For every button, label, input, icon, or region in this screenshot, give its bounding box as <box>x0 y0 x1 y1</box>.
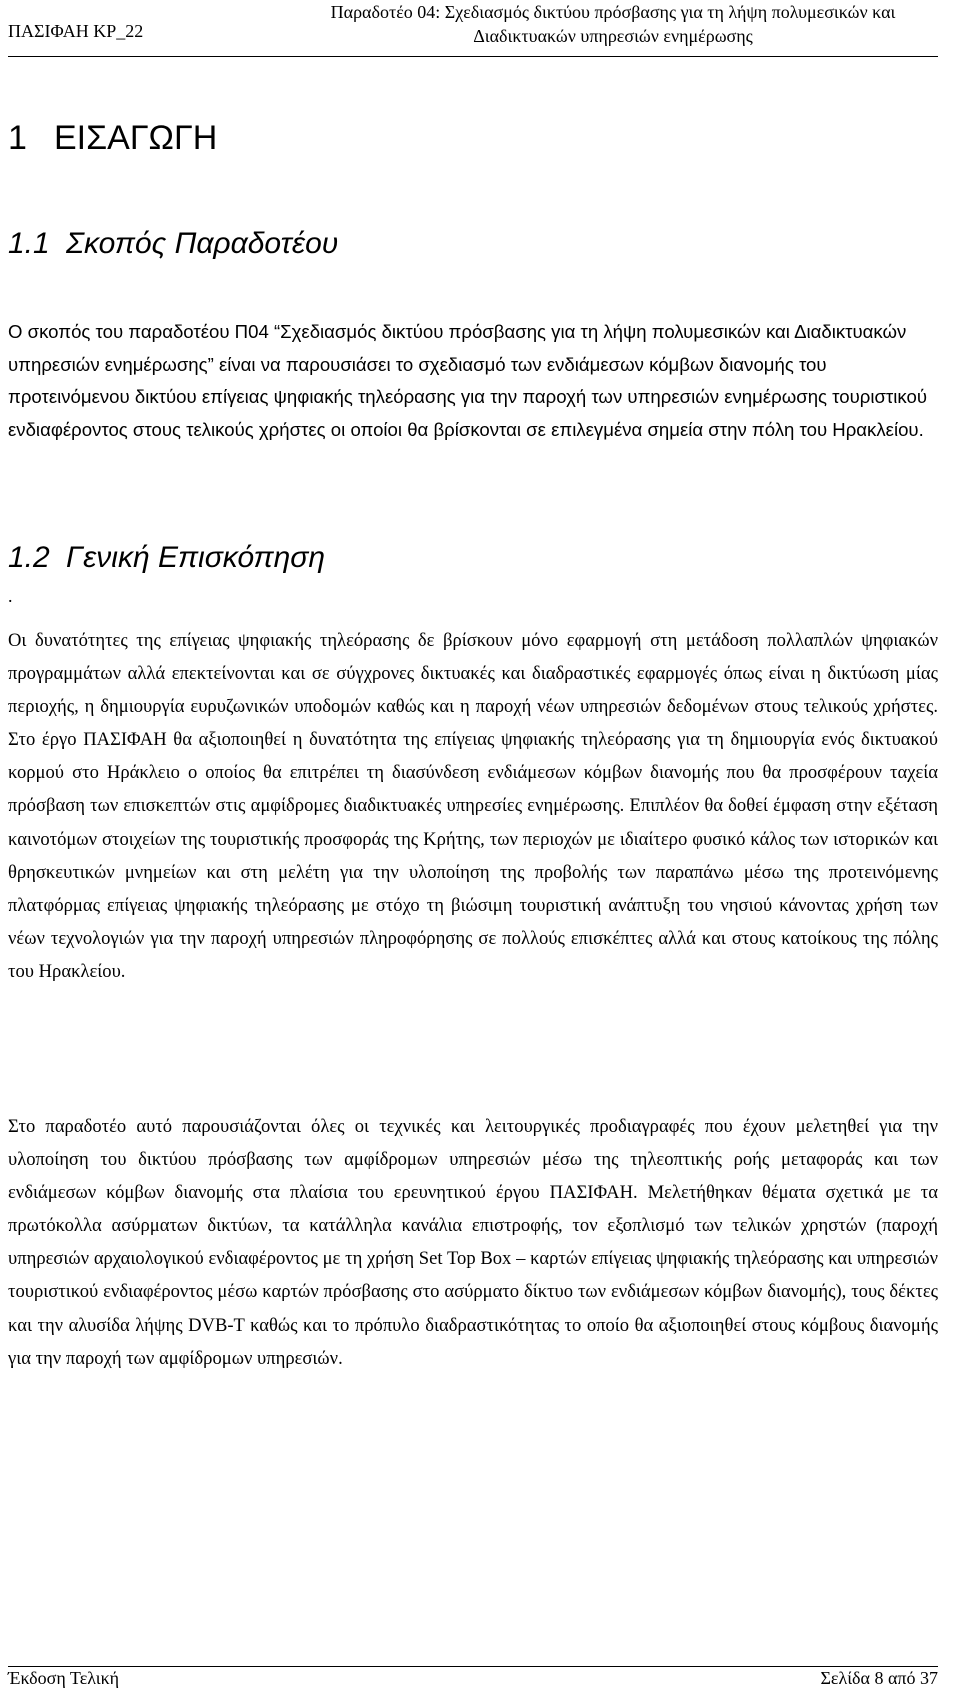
header-divider <box>8 56 938 57</box>
section-title: Σκοπός Παραδοτέου <box>66 227 339 260</box>
stray-period: . <box>8 586 13 606</box>
header-project-code: ΠΑΣΙΦΑΗ ΚΡ_22 <box>8 21 144 41</box>
header-title-line-2: Διαδικτυακών υπηρεσιών ενημέρωσης <box>473 26 753 46</box>
section-heading-1-2 <box>8 540 325 576</box>
section-heading-1-1 <box>8 226 338 262</box>
section-heading-1 <box>8 118 217 158</box>
section-title: ΕΙΣΑΓΩΓΗ <box>54 119 218 157</box>
footer-version: Έκδοση Τελική <box>8 1668 120 1688</box>
paragraph-deliverable-contents: Στο παραδοτέο αυτό παρουσιάζονται όλες οι τεχνικές και λειτουργικές προδιαγραφές που έχουν μελετηθεί για την υλοποίηση του δικτύου πρόσβασης των αμφίδρομων υπηρεσιών μέσω της τηλεοπτικής ροής μεταφοράς και των ενδιάμεσων κόμβων διανομής στα πλαίσια του ερευνητικού έργου ΠΑΣΙΦΑΗ. Μελετήθηκαν θέματα σχετικά με τα πρωτόκολλα ασύρματων δικτύων, τα κατάλληλα κανάλια επιστροφής, τον εξοπλισμό των τελικών χρηστών (παροχή υπηρεσιών αρχαιολογικού ενδιαφέροντος με τη χρήση Set Top Box – καρτών επίγειας ψηφιακής τηλεόρασης και υπηρεσιών τουριστικού ενδιαφέροντος μέσω καρτών πρόσβασης στο ασύρματο δίκτυο των ενδιάμεσων κόμβων διανομής), τους δέκτες και την αλυσίδα λήψης DVB-T καθώς και το πρόπυλο διαδραστικότητας το οποίο θα αξιοποιηθεί στους κόμβους διανομής για την παροχή των αμφίδρομων υπηρεσιών. <box>8 1116 938 1369</box>
section-number: 1.2 <box>8 541 50 574</box>
paragraph-purpose: Ο σκοπός του παραδοτέου Π04 “Σχεδιασμός δικτύου πρόσβασης για τη λήψη πολυμεσικών και Διαδικτυακών υπηρεσιών ενημέρωσης” είναι να παρουσιάσει το σχεδιασμό των ενδιάμεσων κόμβων διανομής του προτεινόμενου δικτύου επίγειας ψηφιακής τηλεόρασης για την παροχή των υπηρεσιών ενημέρωσης τουριστικού ενδιαφέροντος στους τελικούς χρήστες οι οποίοι θα βρίσκονται σε επιλεγμένα σημεία στην πόλη του Ηρακλείου. <box>8 321 927 440</box>
header-title-line-1: Παραδοτέο 04: Σχεδιασμός δικτύου πρόσβασης για τη λήψη πολυμεσικών και <box>330 2 896 22</box>
paragraph-overview: Οι δυνατότητες της επίγειας ψηφιακής τηλεόρασης δε βρίσκουν μόνο εφαρμογή στη μετάδοση πολλαπλών ψηφιακών προγραμμάτων αλλά επεκτείνονται και σε σύγχρονες δικτυακές και διαδραστικές εφαρμογές όπως είναι η δικτύωση μίας περιοχής, η δημιουργία ευρυζωνικών υποδομών καθώς και η παροχή νέων υπηρεσιών δεδομένων στους τελικούς χρήστες. Στο έργο ΠΑΣΙΦΑΗ θα αξιοποιηθεί η δυνατότητα της επίγειας ψηφιακής τηλεόρασης για τη δημιουργία ενός δικτυακού κορμού στο Ηράκλειο ο οποίος θα επιτρέπει τη διασύνδεση ενδιάμεσων κόμβων διανομής που θα προσφέρουν ταχεία πρόσβαση των επισκεπτών στις αμφίδρομες διαδικτυακές υπηρεσίες ενημέρωσης. Επιπλέον θα δοθεί έμφαση στην εξέταση καινοτόμων στοιχείων της τουριστικής προσφοράς της Κρήτης, των περιοχών με ιδιαίτερο φυσικό κάλος των ιστορικών και θρησκευτικών μνημείων και στη μελέτη για την υλοποίηση της προβολής των παραπάνω μέσω της προτεινόμενης πλατφόρμας επίγειας ψηφιακής τηλεόρασης με στόχο τη βιώσιμη τουριστική ανάπτυξη του νησιού κάνοντας χρήση των νέων τεχνολογιών για την παροχή υπηρεσιών πληροφόρησης σε πολλούς επισκέπτες αλλά και στους κατοίκους της πόλης του Ηρακλείου. <box>8 630 938 982</box>
footer-page-number: Σελίδα 8 από 37 <box>820 1668 938 1688</box>
page-header <box>8 0 938 60</box>
footer-divider <box>8 1666 938 1667</box>
section-number: 1 <box>8 119 27 157</box>
section-number: 1.1 <box>8 227 50 260</box>
header-deliverable-title <box>288 0 938 48</box>
section-title: Γενική Επισκόπηση <box>66 541 325 574</box>
